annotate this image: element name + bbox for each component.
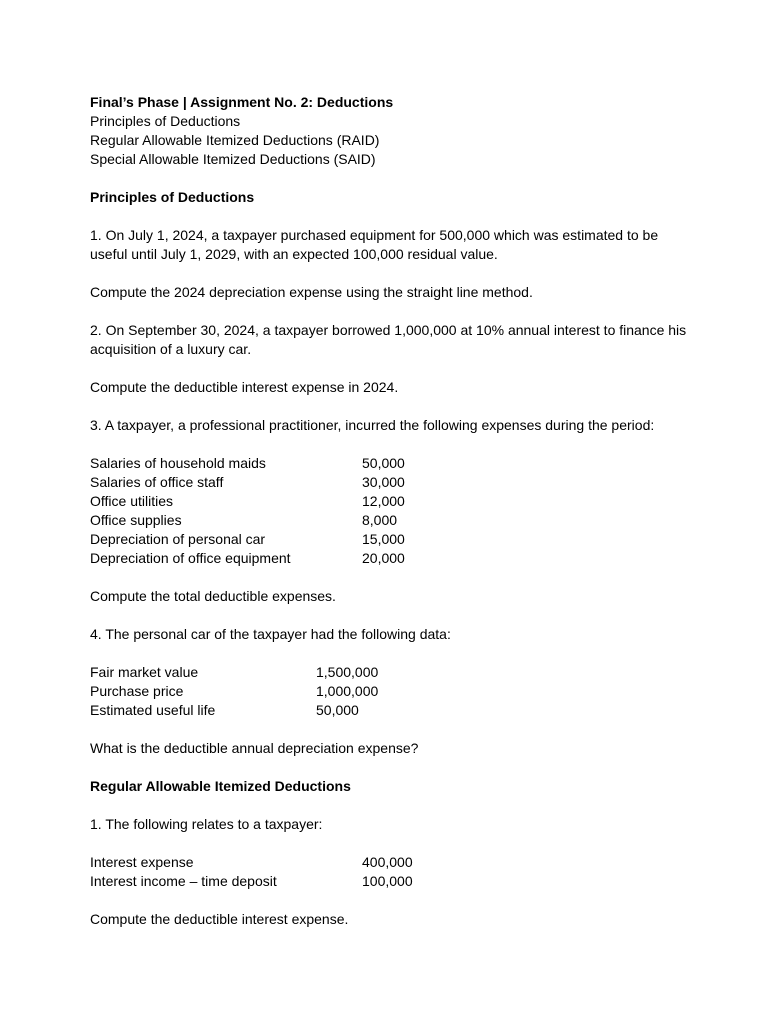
topic-line: Special Allowable Itemized Deductions (SAID)	[90, 151, 376, 167]
section-heading-principles: Principles of Deductions	[90, 189, 255, 205]
question-4-text: 4. The personal car of the taxpayer had the following data:	[90, 626, 451, 642]
question-2-instruction: Compute the deductible interest expense in 2024.	[90, 379, 399, 395]
topic-line: Regular Allowable Itemized Deductions (RAID)	[90, 132, 380, 148]
car-data-table	[90, 663, 690, 720]
row-value: 50,000	[362, 455, 405, 471]
interest-table	[90, 853, 690, 891]
row-value: 1,500,000	[316, 664, 379, 680]
table-row	[90, 663, 690, 682]
table-row	[90, 549, 690, 568]
row-value: 400,000	[362, 854, 413, 870]
row-value: 50,000	[316, 702, 359, 718]
document-title: Final’s Phase | Assignment No. 2: Deductions	[90, 94, 394, 110]
table-row	[90, 511, 690, 530]
question-1-text: 1. On July 1, 2024, a taxpayer purchased equipment for 500,000 which was estimated to be useful until July 1, 2029, with an expected 100,000 residual value.	[90, 227, 659, 262]
document-content	[90, 93, 690, 929]
table-row	[90, 454, 690, 473]
row-value: 30,000	[362, 474, 405, 490]
question-1-instruction: Compute the 2024 depreciation expense using the straight line method.	[90, 284, 533, 300]
row-label: Purchase price	[90, 683, 184, 699]
row-label: Interest expense	[90, 854, 194, 870]
section-heading-raid: Regular Allowable Itemized Deductions	[90, 778, 351, 794]
row-value: 1,000,000	[316, 683, 379, 699]
question-3-text: 3. A taxpayer, a professional practitioner, incurred the following expenses during the period:	[90, 417, 655, 433]
table-row	[90, 492, 690, 511]
row-value: 15,000	[362, 531, 405, 547]
row-label: Interest income – time deposit	[90, 873, 277, 889]
row-label: Salaries of office staff	[90, 474, 224, 490]
row-label: Depreciation of office equipment	[90, 550, 291, 566]
question-4-instruction: What is the deductible annual depreciation expense?	[90, 740, 419, 756]
table-row	[90, 682, 690, 701]
question-3-instruction: Compute the total deductible expenses.	[90, 588, 336, 604]
table-row	[90, 473, 690, 492]
topic-line: Principles of Deductions	[90, 113, 241, 129]
table-row	[90, 530, 690, 549]
raid-question-1-instruction: Compute the deductible interest expense.	[90, 911, 349, 927]
raid-question-1-text: 1. The following relates to a taxpayer:	[90, 816, 323, 832]
row-label: Depreciation of personal car	[90, 531, 266, 547]
expense-table	[90, 454, 690, 568]
row-value: 8,000	[362, 512, 398, 528]
row-label: Office supplies	[90, 512, 182, 528]
table-row	[90, 853, 690, 872]
row-label: Office utilities	[90, 493, 173, 509]
row-label: Salaries of household maids	[90, 455, 266, 471]
row-label: Fair market value	[90, 664, 199, 680]
row-label: Estimated useful life	[90, 702, 216, 718]
question-2-text: 2. On September 30, 2024, a taxpayer borrowed 1,000,000 at 10% annual interest to finance his acquisition of a luxury car.	[90, 322, 687, 357]
row-value: 100,000	[362, 873, 413, 889]
row-value: 20,000	[362, 550, 405, 566]
table-row	[90, 872, 690, 891]
row-value: 12,000	[362, 493, 405, 509]
table-row	[90, 701, 690, 720]
